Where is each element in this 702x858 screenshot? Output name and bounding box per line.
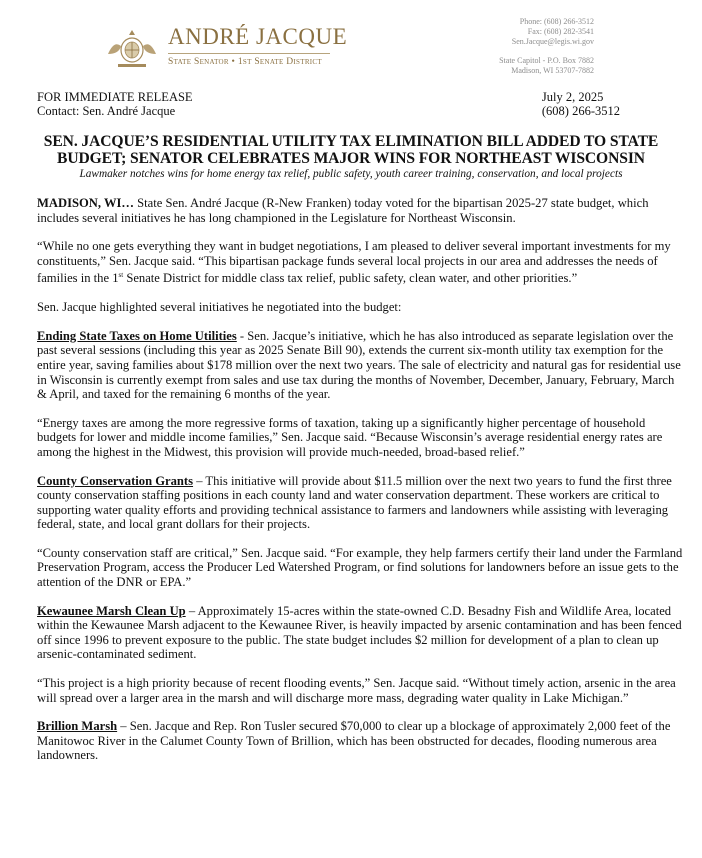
superscript-st: st (118, 271, 124, 280)
release-label: FOR IMMEDIATE RELEASE (37, 90, 193, 104)
section-brillion (37, 719, 687, 763)
section-title-utilities: Ending State Taxes on Home Utilities (37, 328, 237, 343)
section-title-brillion: Brillion Marsh (37, 719, 118, 734)
section-text-conservation: – This initiative will provide about $11.5 million over the next two years to fund the first three county conservation staffing positions in each county land and water conservation department. These workers are critical to supporting water quality efforts and providing technical assistance to farmers and landowners while assisting with leveraging federal, state, and local grant dollars for their projects. (37, 473, 672, 532)
quote-text-part1: “While no one gets everything they want in budget negotiations, I am pleased to deliver several important investments for my constituents,” Sen. Jacque said. “This bipartisan package funds several local projects in our area and addresses the needs of families in the 1 (37, 239, 671, 286)
paragraph-highlights: Sen. Jacque highlighted several initiatives he negotiated into the budget: (37, 300, 402, 315)
paragraph-intro (37, 196, 687, 225)
section-text-kewaunee: – Approximately 15-acres within the state-owned C.D. Besadny Fish and Wildlife Area, located within the Kewaunee Marsh adjacent to the Kewaunee River, is heavily impacted by arsenic contamination and has been fenced off since 1996 to prevent exposure to the public. The state budget includes $2 million for development of a plan to clean up arsenic-contaminated sediment. (37, 603, 682, 662)
intro-text: State Sen. André Jacque (R-New Franken) today voted for the bipartisan 2025-27 state budget, which includes several initiatives he has long championed in the Legislature for Northeast Wisconsin. (37, 196, 649, 225)
section-text-brillion: – Sen. Jacque and Rep. Ron Tusler secured $70,000 to clear up a blockage of approximately 2,000 feet of the Manitowoc River in the Calumet County Town of Brillion, which has been obstructed for decades, flooding numerous area landowners. (37, 719, 671, 763)
quote-conservation: “County conservation staff are critical,” Sen. Jacque said. “For example, they help farmers certify their land under the Farmland Preservation Program, access the Producer Led Watershed Program, or find solutions for landowners before an issue gets to the attention of the DNR or EPA.” (37, 545, 683, 590)
headline: SEN. JACQUE’S RESIDENTIAL UTILITY TAX ELIMINATION BILL ADDED TO STATE BUDGET; SENATOR CELEBRATES MAJOR WINS FOR NORTHEAST WISCONSIN (43, 133, 659, 167)
paragraph-quote-1 (37, 239, 687, 286)
section-title-conservation: County Conservation Grants (37, 473, 194, 488)
wisconsin-seal-icon (104, 24, 160, 72)
section-text-utilities: - Sen. Jacque’s initiative, which he has also introduced as separate legislation over the past several sessions (including this year as 2025 Senate Bill 90), extends the current six-month utility tax exemption for the entire year, saving families about $178 million over the next two years. The sale of electricity and natural gas for residential use in Wisconsin is currently exempt from sales and use tax during the months of November, December, January, February, March & April, and taxed for the remaining 6 months of the year. (37, 328, 681, 402)
quote-utilities: “Energy taxes are among the more regressive forms of taxation, taking up a significantly higher percentage of household budgets for lower and middle income families,” Sen. Jacque said. “Because Wisconsin’s average residential energy rates are among the highest in the Midwest, this provision will provide much-needed, broad-based relief.” (37, 415, 663, 459)
quote-text-part2: Senate District for middle class tax relief, public safety, clean water, and other priorities.” (123, 271, 578, 286)
release-info (37, 90, 193, 118)
release-date: July 2, 2025 (541, 90, 604, 104)
letterhead-divider (168, 53, 330, 54)
letterhead-title: State Senator • 1st Senate District (168, 57, 322, 67)
letterhead-contact (512, 17, 594, 47)
article-body (37, 196, 687, 777)
letterhead-phone: Phone: (608) 266-3512 (519, 17, 594, 26)
release-contact: Contact: Sen. André Jacque (37, 104, 176, 118)
section-title-kewaunee: Kewaunee Marsh Clean Up (37, 603, 186, 618)
section-conservation (37, 474, 687, 532)
dateline: MADISON, WI… (37, 196, 135, 210)
letterhead-address (499, 56, 594, 76)
release-date-block (542, 90, 620, 118)
subheadline: Lawmaker notches wins for home energy tax relief, public safety, youth career training, conservation, and local projects (79, 168, 623, 180)
letterhead-email: Sen.Jacque@legis.wi.gov (511, 37, 594, 46)
quote-kewaunee: “This project is a high priority because of recent flooding events,” Sen. Jacque said. “Without timely action, arsenic in the area will spread over a larger area in the marsh and will discharge more mass, degrading water quality in Lake Michigan.” (37, 676, 676, 705)
release-phone: (608) 266-3512 (541, 104, 620, 118)
section-kewaunee (37, 604, 687, 662)
letterhead-address-line1: State Capitol - P.O. Box 7882 (499, 56, 594, 65)
letterhead-fax: Fax: (608) 282-3541 (527, 27, 594, 36)
letterhead-name: ANDRÉ JACQUE (168, 24, 348, 49)
letterhead-address-line2: Madison, WI 53707-7882 (511, 66, 594, 75)
section-utilities (37, 329, 687, 402)
